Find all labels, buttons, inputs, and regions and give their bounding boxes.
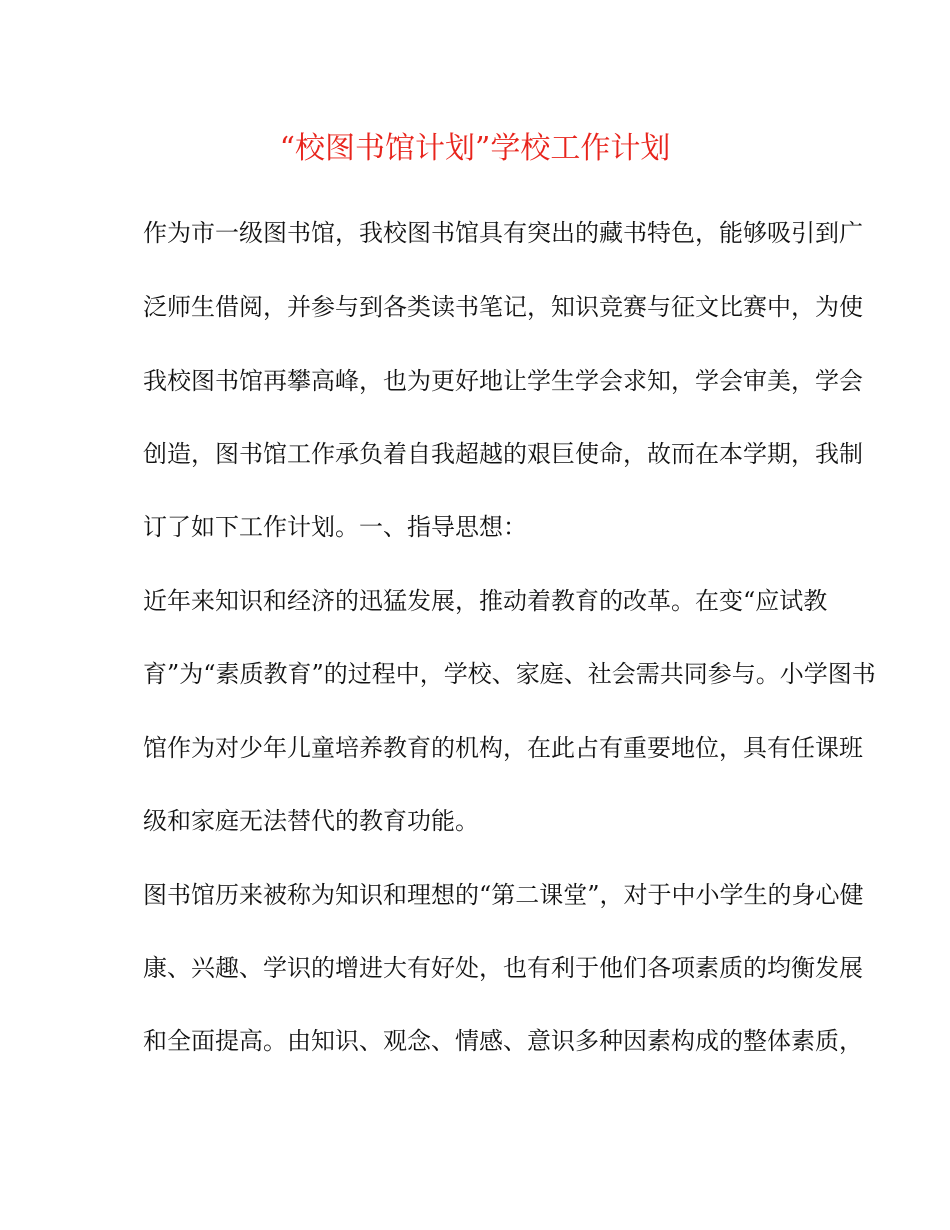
paragraph-line: 近年来知识和经济的迅猛发展，推动着教育的改革。在变“应试教 [143,587,828,615]
paragraph-line: 作为市一级图书馆，我校图书馆具有突出的藏书特色，能够吸引到广 [143,219,863,247]
paragraph-line: 和全面提高。由知识、观念、情感、意识多种因素构成的整体素质， [143,1027,863,1055]
paragraph-line: 康、兴趣、学识的增进大有好处，也有利于他们各项素质的均衡发展 [143,954,863,982]
document-title: “校图书馆计划”学校工作计划 [279,131,671,166]
paragraph-line: 图书馆历来被称为知识和理想的“第二课堂”，对于中小学生的身心健 [143,881,864,909]
paragraph-line: 订了如下工作计划。一、指导思想： [143,513,527,541]
paragraph-line: 我校图书馆再攀高峰，也为更好地让学生学会求知，学会审美，学会 [143,367,863,395]
paragraph-line: 泛师生借阅，并参与到各类读书笔记，知识竞赛与征文比赛中，为使 [143,293,863,321]
paragraph-line: 育”为“素质教育”的过程中，学校、家庭、社会需共同参与。小学图书 [143,660,876,688]
paragraph-line: 馆作为对少年儿童培养教育的机构，在此占有重要地位，具有任课班 [143,734,863,762]
paragraph-line: 级和家庭无法替代的教育功能。 [143,807,479,835]
paragraph-line: 创造，图书馆工作承负着自我超越的艰巨使命，故而在本学期，我制 [143,440,863,468]
